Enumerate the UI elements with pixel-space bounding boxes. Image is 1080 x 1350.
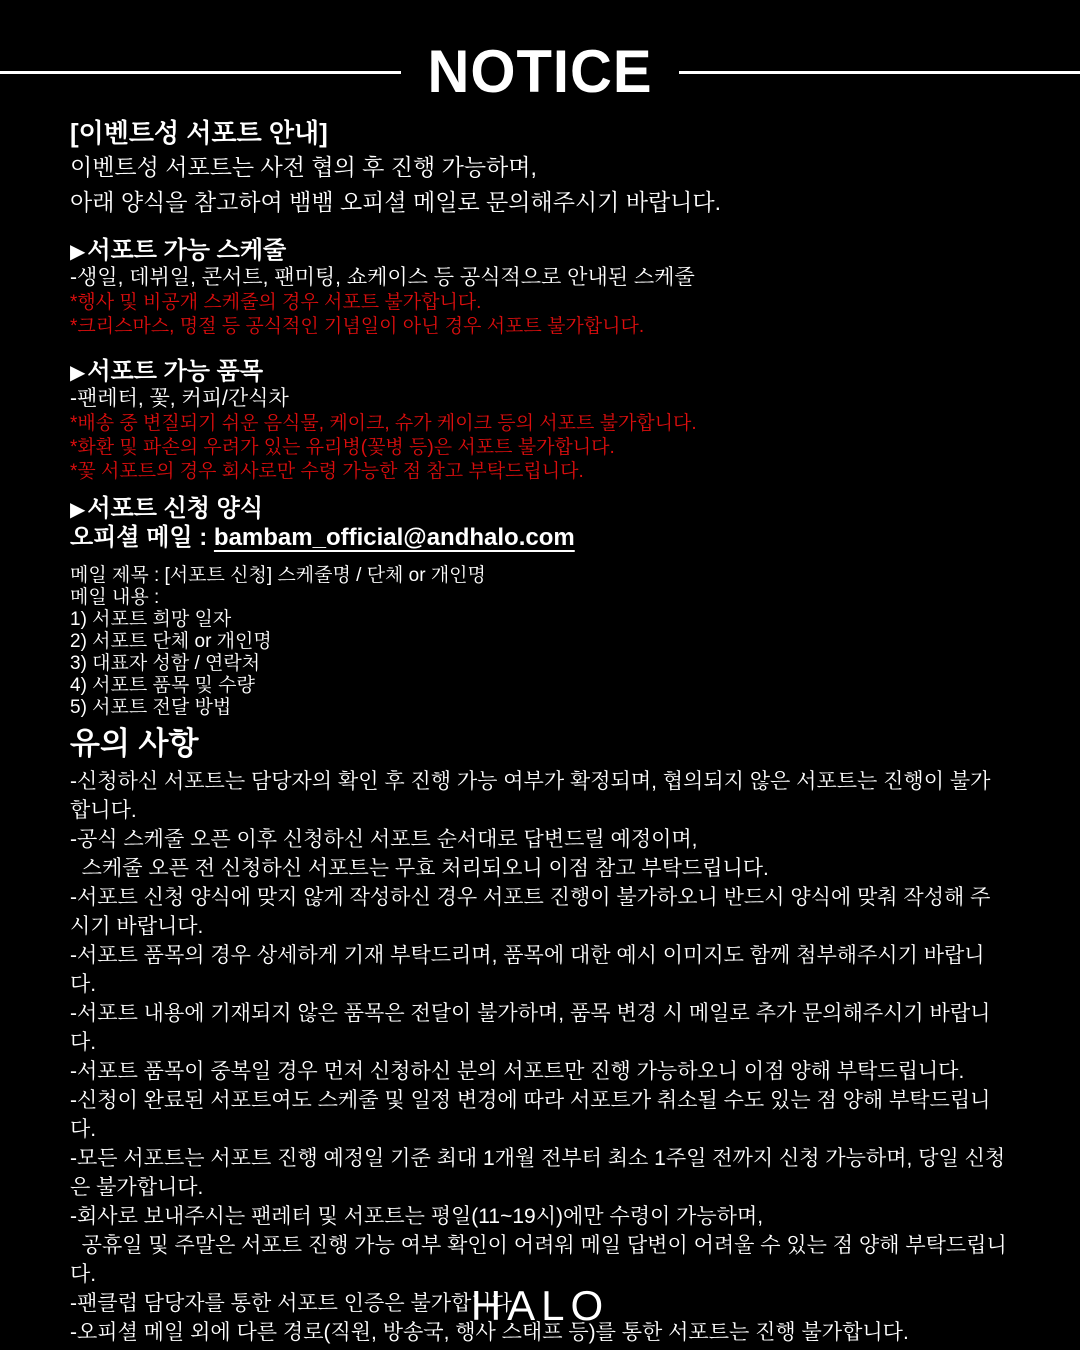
note-item: -공식 스케줄 오픈 이후 신청하신 서포트 순서대로 답변드릴 예정이며, <box>70 828 698 851</box>
note-item: -회사로 보내주시는 팬레터 및 서포트는 평일(11~19시)에만 수령이 가능하며, <box>70 1205 764 1228</box>
halo-logo: HALO <box>470 1282 610 1329</box>
notes-title: 유의 사항 <box>70 726 199 761</box>
note-item: -신청하신 서포트는 담당자의 확인 후 진행 가능 여부가 확정되며, 협의되지 않은 서포트는 진행이 불가합니다. <box>70 770 991 822</box>
footer <box>0 1284 1080 1328</box>
mail-body-label: 메일 내용 : <box>70 587 160 608</box>
mail-field: 5) 서포트 전달 방법 <box>70 697 232 718</box>
warning-line: *배송 중 변질되기 쉬운 음식물, 케이크, 슈가 케이크 등의 서포트 불가합니다. <box>70 413 697 434</box>
note-item: -서포트 품목이 중복일 경우 먼저 신청하신 분의 서포트만 진행 가능하오니 이점 양해 부탁드립니다. <box>70 1060 965 1083</box>
note-item: 공휴일 및 주말은 서포트 진행 가능 여부 확인이 어려워 메일 답변이 어려울 수 있는 점 양해 부탁드립니다. <box>70 1234 1007 1286</box>
intro-line: 이벤트성 서포트는 사전 협의 후 진행 가능하며, <box>70 154 537 180</box>
section-heading-label: 서포트 신청 양식 <box>87 495 264 522</box>
mail-field: 1) 서포트 희망 일자 <box>70 609 232 630</box>
section-item: -팬레터, 꽃, 커피/간식차 <box>70 387 289 410</box>
note-item: -서포트 내용에 기재되지 않은 품목은 전달이 불가하며, 품목 변경 시 메일로 추가 문의해주시기 바랍니다. <box>70 1002 991 1054</box>
note-item: -서포트 신청 양식에 맞지 않게 작성하신 경우 서포트 진행이 불가하오니 반드시 양식에 맞춰 작성해 주시기 바랍니다. <box>70 886 991 938</box>
section-item: -생일, 데뷔일, 콘서트, 팬미팅, 쇼케이스 등 공식적으로 안내된 스케줄 <box>70 266 695 289</box>
official-email-link[interactable]: bambam_official@andhalo.com <box>213 524 575 551</box>
section-available-schedule <box>70 238 1010 339</box>
note-item: -신청이 완료된 서포트여도 스케줄 및 일정 변경에 따라 서포트가 취소될 수도 있는 점 양해 부탁드립니다. <box>70 1089 991 1141</box>
warning-line: *크리스마스, 명절 등 공식적인 기념일이 아닌 경우 서포트 불가합니다. <box>70 316 645 337</box>
notes-list <box>70 767 1010 1350</box>
triangle-bullet-icon: ▶ <box>70 362 86 384</box>
section-heading <box>70 496 1010 523</box>
intro-line: 아래 양식을 참고하여 뱀뱀 오피셜 메일로 문의해주시기 바랍니다. <box>70 189 722 215</box>
mail-field: 2) 서포트 단체 or 개인명 <box>70 631 272 652</box>
warning-line: *꽃 서포트의 경우 회사로만 수령 가능한 점 참고 부탁드립니다. <box>70 461 584 482</box>
section-heading <box>70 359 1010 386</box>
section-available-items <box>70 359 1010 484</box>
triangle-bullet-icon: ▶ <box>70 499 86 521</box>
page-title: NOTICE <box>427 37 653 106</box>
header-line-left <box>0 71 401 74</box>
header <box>0 37 1080 106</box>
warning-line: *화환 및 파손의 우려가 있는 유리병(꽃병 등)은 서포트 불가합니다. <box>70 437 615 458</box>
note-item: -서포트 품목의 경우 상세하게 기재 부탁드리며, 품목에 대한 예시 이미지도 함께 첨부해주시기 바랍니다. <box>70 944 985 996</box>
content <box>0 118 1080 1350</box>
note-item: -팬클럽 담당자를 통한 서포트 인증은 불가합니다. <box>70 1292 518 1315</box>
section-heading <box>70 238 1010 265</box>
official-email-label: 오피셜 메일 : <box>70 524 214 551</box>
official-email-line <box>70 523 1010 553</box>
header-line-right <box>679 71 1080 74</box>
section-application-form <box>70 496 1010 719</box>
note-item: -모든 서포트는 서포트 진행 예정일 기준 최대 1개월 전부터 최소 1주일 전까지 신청 가능하며, 당일 신청은 불가합니다. <box>70 1147 1006 1199</box>
mail-subject-line: 메일 제목 : [서포트 신청] 스케줄명 / 단체 or 개인명 <box>70 565 486 586</box>
note-item: -오피셜 메일 외에 다른 경로(직원, 방송국, 행사 스태프 등)를 통한 서포트는 진행 불가합니다. <box>70 1321 909 1344</box>
section-heading-label: 서포트 가능 품목 <box>87 358 264 385</box>
mail-field: 4) 서포트 품목 및 수량 <box>70 675 255 696</box>
intro-title: [이벤트성 서포트 안내] <box>70 118 328 148</box>
triangle-bullet-icon: ▶ <box>70 241 86 263</box>
section-heading-label: 서포트 가능 스케줄 <box>87 237 287 264</box>
note-item: 스케줄 오픈 전 신청하신 서포트는 무효 처리되오니 이점 참고 부탁드립니다. <box>70 857 769 880</box>
intro-lines <box>70 150 1010 220</box>
mail-format-block <box>70 565 1010 719</box>
warning-line: *행사 및 비공개 스케줄의 경우 서포트 불가합니다. <box>70 292 482 313</box>
mail-field: 3) 대표자 성함 / 연락처 <box>70 653 261 674</box>
